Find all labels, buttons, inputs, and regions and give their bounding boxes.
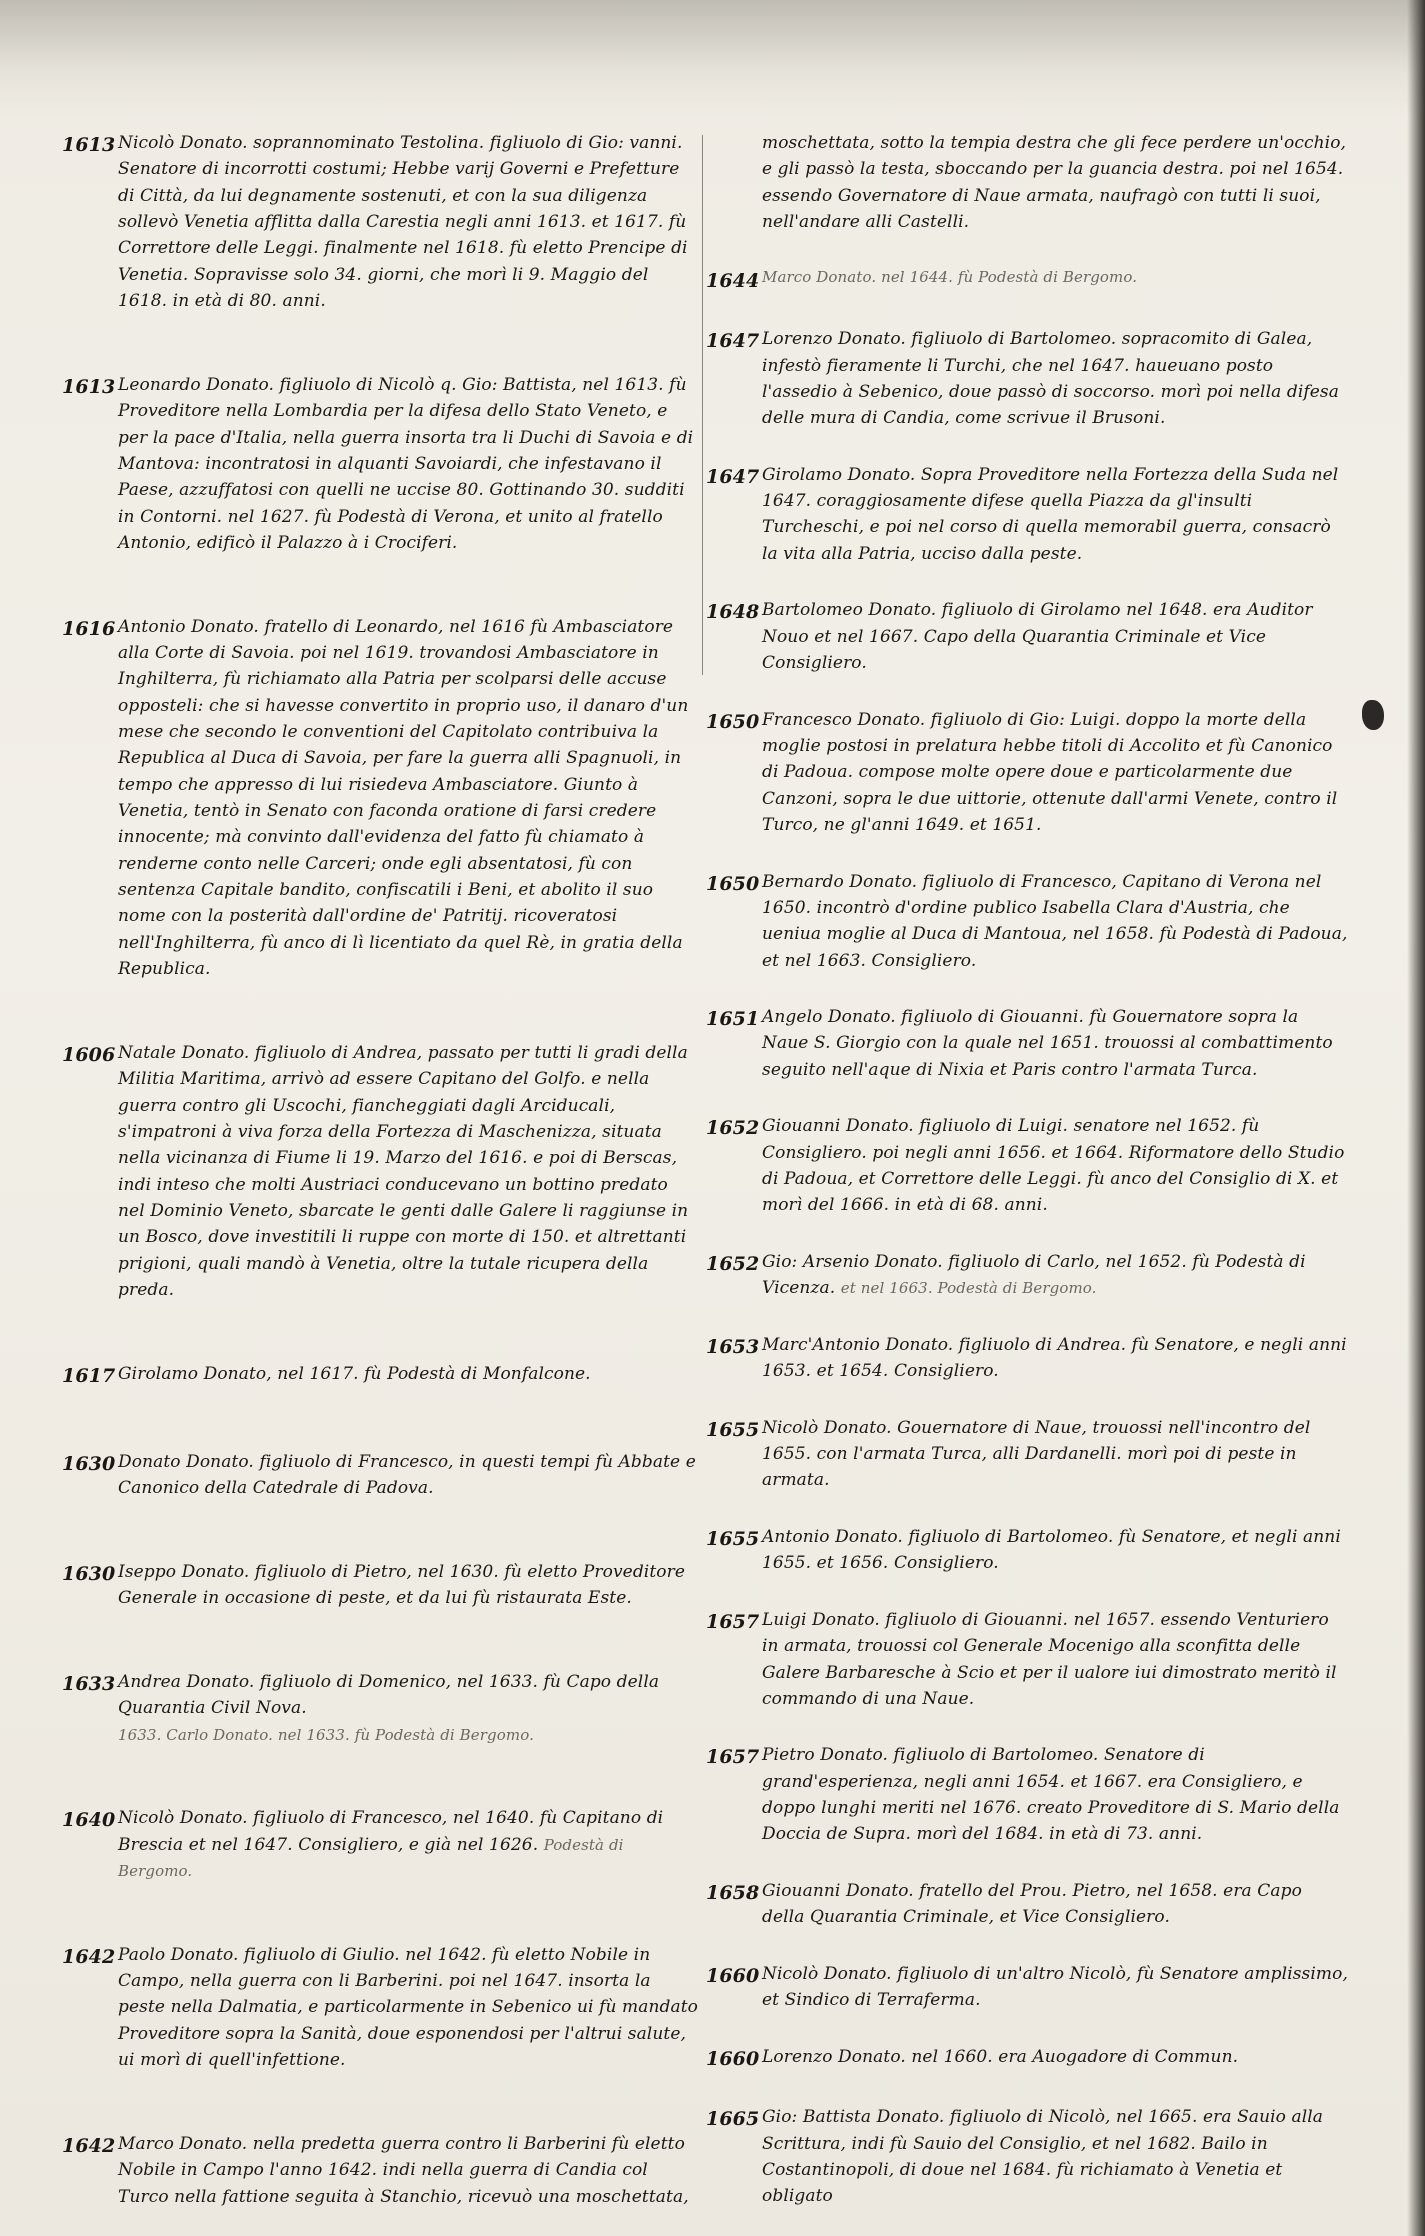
entry-note: 1633. Carlo Donato. nel 1633. fù Podestà di Bergomo. — [118, 1725, 534, 1744]
entry-text: Nicolò Donato. soprannominato Testolina. figliuolo di Gio: vanni. Senatore di incorrotti costumi; Hebbe varij Governi e Prefetture di Città, da lui degnamente sostenuti, et con la sua diligenza sollevò Venetia afflitta dalla Carestia negli anni 1613. et 1617. fù Correttore delle Leggi. finalmente nel 1618. fù eletto Prencipe di Venetia. Sopravisse solo 34. giorni, che morì li 9. Maggio del 1618. in età di 80. anni. — [118, 133, 688, 312]
entry-year: 1657 — [706, 1610, 760, 1633]
entry-year: 1613 — [62, 375, 116, 398]
entry — [62, 1669, 700, 1748]
entry-year: 1660 — [706, 1964, 760, 1987]
entry-year: 1630 — [62, 1562, 116, 1585]
page-binding-shadow — [1407, 0, 1425, 2236]
entry-text: Nicolò Donato. Gouernatore di Naue, trouossi nell'incontro del 1655. con l'armata Turca, alli Dardanelli. morì poi di peste in armata. — [762, 1417, 1311, 1491]
entry-text: Lorenzo Donato. nel 1660. era Auogadore di Commun. — [762, 2046, 1239, 2067]
entry-text: Girolamo Donato. Sopra Proveditore nella Fortezza della Suda nel 1647. coraggiosamente difese quella Piazza da gl'insulti Turcheschi, e poi nel corso di quella memorabil guerra, consacrò la vita alla Patria, ucciso dalla peste. — [762, 464, 1339, 564]
entry-text: Natale Donato. figliuolo di Andrea, passato per tutti li gradi della Militia Maritima, arrivò ad essere Capitano del Golfo. e nella guerra contro gli Uscochi, fiancheggiati dagli Arciducali, s'impatroni à viva forza della Fortezza di Maschenizza, situata nella vicinanza di Fiume li 19. Marzo del 1616. e poi di Berscas, indi inteso che molti Austriaci conducevano un bottino predato nel Dominio Veneto, sbarcate le genti dalle Galere li raggiunse in un Bosco, dove investitili li ruppe con morte di 150. et altrettanti prigioni, quali mandò à Venetia, oltre la tutale ricupera della preda. — [118, 1042, 689, 1300]
entry-text: Pietro Donato. figliuolo di Bartolomeo. Senatore di grand'esperienza, negli anni 1654. et 1667. era Consigliero, e doppo lunghi meriti nel 1676. creato Proveditore di S. Mario della Doccia de Supra. morì del 1684. in età di 73. anni. — [762, 1745, 1340, 1845]
entry-text: Bartolomeo Donato. figliuolo di Girolamo nel 1648. era Auditor Nouo et nel 1667. Capo della Quarantia Criminale et Vice Consigliero. — [762, 600, 1313, 674]
entry-text: Bernardo Donato. figliuolo di Francesco, Capitano di Verona nel 1650. incontrò d'ordine publico Isabella Clara d'Austria, che ueniua moglie al Duca di Mantoua, nel 1658. fù Podestà di Padoua, et nel 1663. Consigliero. — [762, 871, 1348, 971]
entry-text: Antonio Donato. fratello di Leonardo, nel 1616 fù Ambasciatore alla Corte di Savoia. poi nel 1619. trovandosi Ambasciatore in Inghilterra, fù richiamato alla Patria per scolparsi delle accuse opposteli: che si havesse convertito in proprio uso, il danaro d'un mese che secondo le conventioni del Capitolato contribuiva la Republica al Duca di Savoia, per fare la guerra alli Spagnuoli, in tempo che appresso di lui risiedeva Ambasciatore. Giunto à Venetia, tentò in Senato con faconda oratione di farsi credere innocente; mà convinto dall'evidenza del fatto fù chiamato à renderne conto nelle Carceri; onde egli absentatosi, fù con sentenza Capitale bandito, confiscatili i Beni, et abolito il suo nome con la posterità dall'ordine de' Patritij. ricoveratosi nell'Inghilterra, fù anco di lì licentiato da quel Rè, in gratia della Republica. — [118, 616, 689, 980]
entry-year: 1658 — [706, 1881, 760, 1904]
entry-text: Paolo Donato. figliuolo di Giulio. nel 1642. fù eletto Nobile in Campo, nella guerra con li Barberini. poi nel 1647. insorta la peste nella Dalmatia, e particolarmente in Sebenico ui fù mandato Proveditore sopra la Sanità, doue esponendosi per l'altrui salute, ui morì di quell'infettione. — [118, 1944, 699, 2071]
left-column — [62, 130, 700, 2210]
entry-note: et nel 1663. Podestà di Bergomo. — [840, 1279, 1097, 1298]
entry — [706, 130, 1348, 235]
right-column — [706, 130, 1348, 2210]
entry-text: Marc'Antonio Donato. figliuolo di Andrea. fù Senatore, e negli anni 1653. et 1654. Consigliero. — [762, 1334, 1347, 1382]
entry-text: Iseppo Donato. figliuolo di Pietro, nel 1630. fù eletto Proveditore Generale in occasione di peste, et da lui fù ristaurata Este. — [118, 1561, 685, 1609]
entry — [62, 1040, 700, 1303]
entry-year: 1613 — [62, 134, 116, 156]
entry-text: Gio: Arsenio Donato. figliuolo di Carlo, nel 1652. fù Podestà di Vicenza. — [762, 1251, 1306, 1299]
entry — [62, 1361, 700, 1391]
entry — [62, 1559, 700, 1612]
entry-year: 1648 — [706, 601, 760, 624]
entry-text: Antonio Donato. figliuolo di Bartolomeo. fù Senatore, et negli anni 1655. et 1656. Consigliero. — [762, 1526, 1341, 1574]
entry-year: 1616 — [62, 617, 116, 640]
entry — [706, 1961, 1348, 2014]
entry-text: Lorenzo Donato. figliuolo di Bartolomeo. sopracomito di Galea, infestò fieramente li Turchi, che nel 1647. haueuano posto l'assedio à Sebenico, doue passò di soccorso. morì poi nella difesa delle mura di Candia, come scrivue il Brusoni. — [762, 329, 1339, 429]
entry-text: Gio: Battista Donato. figliuolo di Nicolò, nel 1665. era Sauio alla Scrittura, indi fù Sauio del Consiglio, et nel 1682. Bailo in Costantinopoli, di doue nel 1684. fù richiamato à Venetia et obligato — [762, 2107, 1324, 2207]
entry — [706, 1415, 1348, 1494]
entry-year: 1650 — [706, 872, 760, 895]
entry — [706, 1878, 1348, 1931]
entry-text: Giouanni Donato. figliuolo di Luigi. senatore nel 1652. fù Consigliero. poi negli anni 1656. et 1664. Riformatore dello Studio di Padoua, et Correttore delle Leggi. fù anco del Consiglio di X. et morì del 1666. in età di 68. anni. — [762, 1116, 1345, 1216]
entry-year: 1630 — [62, 1452, 116, 1475]
entry-year: 1640 — [62, 1809, 116, 1832]
entry-text: Marco Donato. nella predetta guerra contro li Barberini fù eletto Nobile in Campo l'anno 1642. indi nella guerra di Candia col Turco nella fattione seguita à Stanchio, ricevuò una moschettata, — [118, 2133, 689, 2207]
entry — [706, 1249, 1348, 1302]
column-divider — [702, 135, 703, 675]
entry-year: 1655 — [706, 1418, 760, 1441]
entry — [62, 130, 700, 314]
entry-text: Marco Donato. nel 1644. fù Podestà di Bergomo. — [762, 267, 1138, 286]
entry — [706, 266, 1348, 296]
entry-year: 1606 — [62, 1043, 116, 1066]
entry-year: 1647 — [706, 465, 760, 488]
entry — [62, 1805, 700, 1884]
entry-text: Nicolò Donato. figliuolo di un'altro Nicolò, fù Senatore amplissimo, et Sindico di Terraferma. — [762, 1963, 1348, 2011]
entry — [706, 597, 1348, 676]
entry-note: Podestà di Bergomo. — [118, 1835, 624, 1880]
entry-text: Angelo Donato. figliuolo di Giouanni. fù Gouernatore sopra la Naue S. Giorgio con la quale nel 1651. trouossi al combattimento seguito nell'aque di Nixia et Paris contro l'armata Turca. — [762, 1007, 1333, 1080]
entry — [706, 2044, 1348, 2074]
entry-year: 1652 — [706, 1252, 760, 1275]
entry — [62, 2131, 700, 2210]
entry-year: 1657 — [706, 1746, 760, 1769]
entry-text: Andrea Donato. figliuolo di Domenico, nel 1633. fù Capo della Quarantia Civil Nova. — [118, 1671, 660, 1719]
entry-year: 1633 — [62, 1672, 116, 1695]
entry-text: Nicolò Donato. figliuolo di Francesco, nel 1640. fù Capitano di Brescia et nel 1647. Consigliero, e già nel 1626. — [118, 1808, 664, 1855]
ink-blot — [1362, 700, 1384, 730]
entry-text: Francesco Donato. figliuolo di Gio: Luigi. doppo la morte della moglie postosi in prelatura hebbe titoli di Accolito et fù Canonico di Padoua. compose molte opere doue e particolarmente due Canzoni, sopra le due uittorie, ottenute dall'armi Venete, contro il Turco, ne gl'anni 1649. et 1651. — [762, 709, 1338, 835]
entry-text: Leonardo Donato. figliuolo di Nicolò q. Gio: Battista, nel 1613. fù Proveditore nella Lombardia per la difesa dello Stato Veneto, e per la pace d'Italia, nella guerra insorta tra li Duchi di Savoia e di Mantova: incontratosi in alquanti Savoiardi, che infestavano il Paese, azzuffatosi con quelli ne uccise 80. Gottinando 30. sudditi in Contorni. nel 1627. fù Podestà di Verona, et unito al fratello Antonio, edificò il Palazzo à i Crociferi. — [118, 374, 694, 553]
entry-year: 1653 — [706, 1335, 760, 1358]
entry — [706, 462, 1348, 567]
entry-text: Donato Donato. figliuolo di Francesco, in questi tempi fù Abbate e Canonico della Catedrale di Padova. — [118, 1451, 696, 1498]
entry-text: Luigi Donato. figliuolo di Giouanni. nel 1657. essendo Venturiero in armata, trouossi col Generale Mocenigo alla sconfitta delle Galere Barbaresche à Scio et per il ualore iui dimostrato meritò il commando di una Naue. — [762, 1609, 1337, 1709]
entry — [62, 614, 700, 983]
entry-year: 1617 — [62, 1364, 116, 1387]
entry — [706, 2104, 1348, 2209]
entry-year: 1642 — [62, 2134, 116, 2157]
entry-year: 1660 — [706, 2047, 760, 2070]
entry-year: 1651 — [706, 1008, 760, 1031]
entry-year: 1665 — [706, 2108, 760, 2131]
entry-year: 1647 — [706, 330, 760, 353]
entry-year: 1652 — [706, 1117, 760, 1140]
entry — [706, 869, 1348, 974]
page-top-edge — [0, 0, 1425, 120]
entry — [62, 1942, 700, 2074]
entry — [706, 707, 1348, 839]
entry — [706, 1332, 1348, 1385]
entry — [62, 1449, 700, 1502]
entry-year: 1644 — [706, 269, 760, 292]
entry — [706, 1742, 1348, 1847]
entry-year: 1655 — [706, 1527, 760, 1550]
entry — [706, 1113, 1348, 1218]
entry-year: 1642 — [62, 1945, 116, 1968]
entry-text: moschettata, sotto la tempia destra che gli fece perdere un'occhio, e gli passò la testa, sboccando per la guancia destra. poi nel 1654. essendo Governatore di Naue armata, naufragò con tutti li suoi, nell'andare alli Castelli. — [762, 133, 1347, 233]
entry — [62, 372, 700, 556]
entry — [706, 1607, 1348, 1712]
entry — [706, 326, 1348, 431]
entry — [706, 1524, 1348, 1577]
entry-year — [706, 130, 762, 131]
entry-text: Girolamo Donato, nel 1617. fù Podestà di Monfalcone. — [118, 1363, 591, 1384]
entry-text: Giouanni Donato. fratello del Prou. Pietro, nel 1658. era Capo della Quarantia Criminale, et Vice Consigliero. — [762, 1880, 1302, 1928]
entry-year: 1650 — [706, 710, 760, 733]
entry — [706, 1004, 1348, 1083]
